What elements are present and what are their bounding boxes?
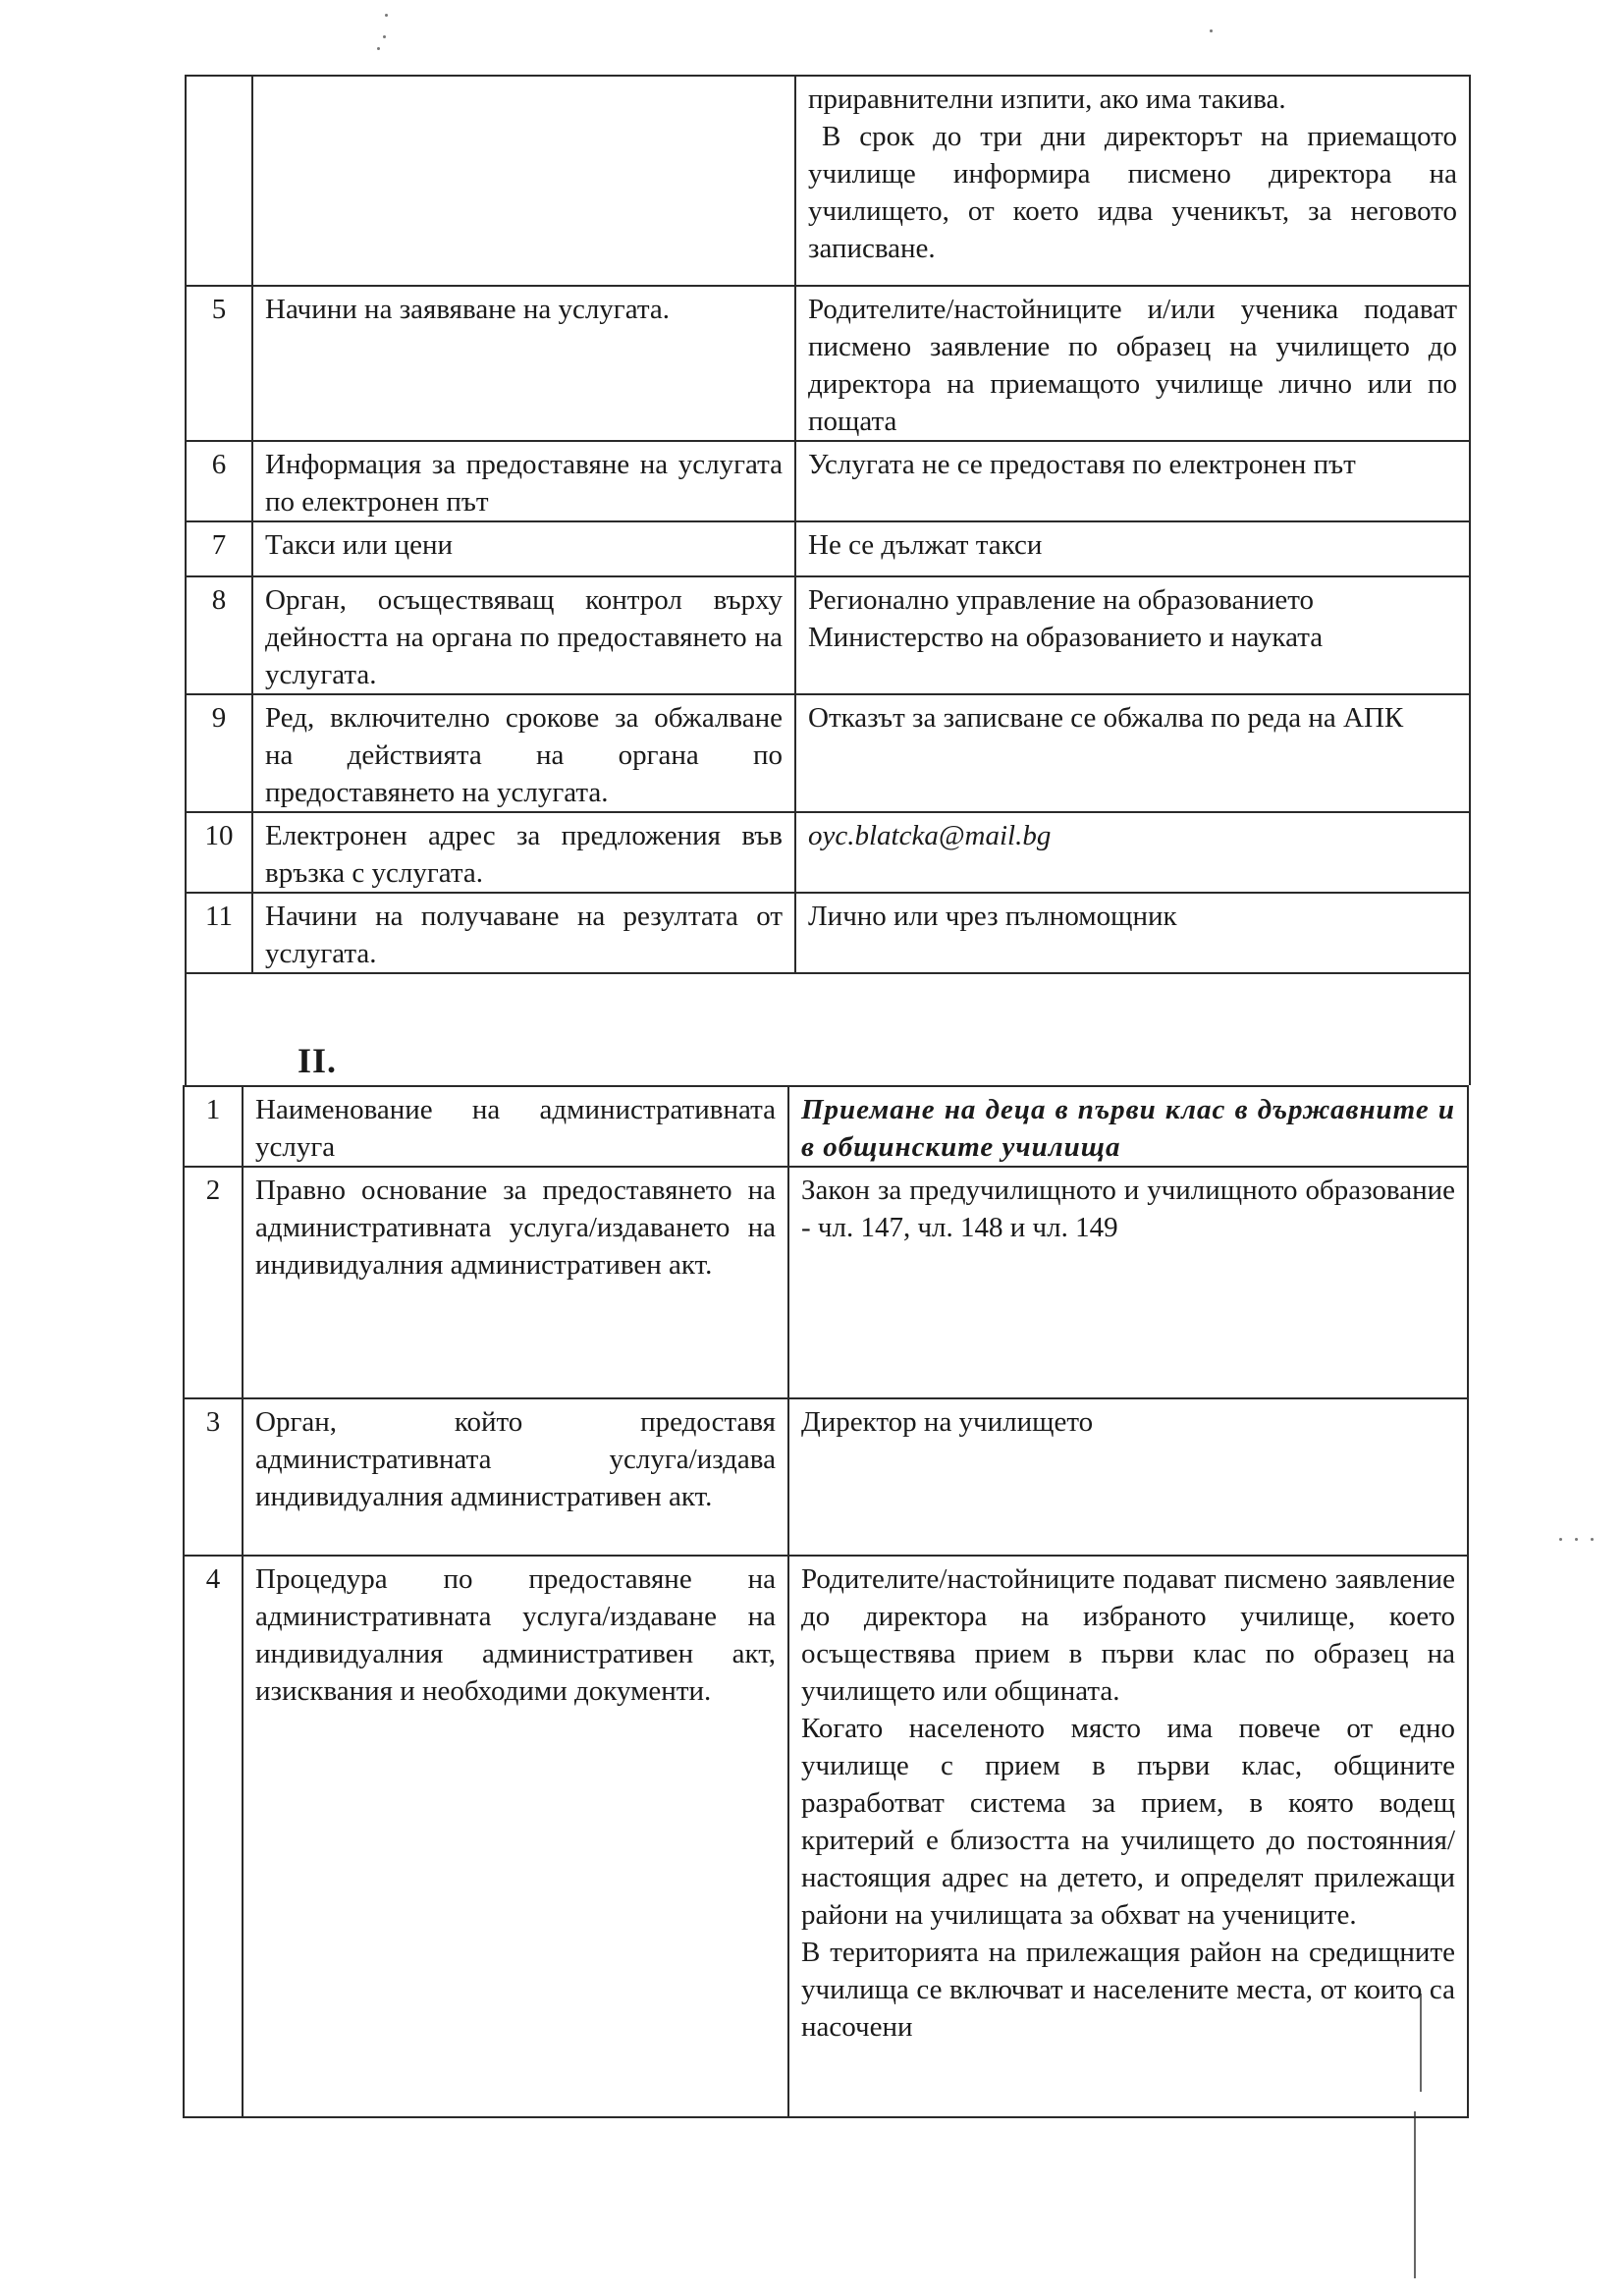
row-label: Начини на заявяване на услугата.: [252, 286, 795, 441]
services-table-top: [185, 75, 1471, 974]
row-value: [795, 576, 1470, 694]
service-name: Приемане на деца в първи клас в държавните и в общинските училища: [788, 1086, 1468, 1167]
scan-artifact: [1210, 29, 1213, 32]
scan-artifact: [1414, 2111, 1416, 2278]
value-line: Регионално управление на образованието: [808, 584, 1315, 616]
row-value: Услугата не се предоставя по електронен път: [795, 441, 1470, 521]
table-row: [186, 76, 1470, 286]
row-value: Отказът за записване се обжалва по реда на АПК: [795, 694, 1470, 812]
row-value: Родителите/настойниците и/или ученика подават писмено заявление по образец на училището до директора на приемащото училище лично или по пощата: [795, 286, 1470, 441]
row-label: Начини на получаване на резултата от услугата.: [252, 893, 795, 973]
row-label: Ред, включително срокове за обжалване на действията на органа по предоставянето на услугата.: [252, 694, 795, 812]
row-label: Орган, осъществяващ контрол върху дейността на органа по предоставянето на услугата.: [252, 576, 795, 694]
table-row: [186, 576, 1470, 694]
table-row: [184, 1398, 1468, 1556]
table-row: [186, 694, 1470, 812]
value-paragraph: В територията на прилежащия район на средищните училища се включват и населените места, от които са насочени: [801, 1937, 1455, 2043]
row-label: Информация за предоставяне на услугата по електронен път: [252, 441, 795, 521]
value-paragraph: Родителите/настойниците подават писмено заявление до директора на избраното училище, което осъществява прием в първи клас по образец на училището или общината.: [801, 1563, 1455, 1707]
value-cell: [795, 76, 1470, 286]
row-number: 4: [184, 1556, 243, 2117]
scan-artifact: [377, 47, 380, 50]
value-text: В срок до три дни директорът на приемащото училище информира писмено директора на училището, от което идва ученикът, за неговото записване.: [808, 121, 1457, 264]
email-link[interactable]: oyc.blatcka@mail.bg: [795, 812, 1470, 893]
row-label: Наименование на административната услуга: [243, 1086, 788, 1167]
row-number: 8: [186, 576, 252, 694]
scan-artifact: [1559, 1538, 1562, 1541]
row-number: 11: [186, 893, 252, 973]
row-number: 5: [186, 286, 252, 441]
table-row: [186, 812, 1470, 893]
row-value: Закон за предучилищното и училищното образование - чл. 147, чл. 148 и чл. 149: [788, 1167, 1468, 1398]
row-label: Процедура по предоставяне на административната услуга/издаване на индивидуалния административен акт, изисквания и необходими документи.: [243, 1556, 788, 2117]
table-row: [186, 521, 1470, 576]
section-spacer: [185, 972, 1471, 1085]
row-value: Лично или чрез пълномощник: [795, 893, 1470, 973]
table-row: [186, 441, 1470, 521]
scan-artifact: [1575, 1538, 1578, 1541]
section-heading: II.: [298, 1041, 338, 1080]
row-number: 7: [186, 521, 252, 576]
row-value: Директор на училището: [788, 1398, 1468, 1556]
table-row: [184, 1167, 1468, 1398]
label-cell: [252, 76, 795, 286]
scan-artifact: [1591, 1538, 1594, 1541]
row-number: 9: [186, 694, 252, 812]
row-number: 2: [184, 1167, 243, 1398]
scan-artifact: [385, 14, 388, 17]
scan-artifact: [383, 35, 386, 38]
row-number: 3: [184, 1398, 243, 1556]
services-table-bottom: [183, 1085, 1469, 2118]
table-row: [186, 286, 1470, 441]
row-label: Правно основание за предоставянето на административната услуга/издаването на индивидуалния административен акт.: [243, 1167, 788, 1398]
value-line: Министерство на образованието и науката: [808, 622, 1324, 653]
row-number: 6: [186, 441, 252, 521]
value-text: приравнителни изпити, ако има такива.: [808, 83, 1286, 115]
row-label: Електронен адрес за предложения във връзка с услугата.: [252, 812, 795, 893]
value-paragraph: Когато населеното място има повече от едно училище с прием в първи клас, общините разработват система за прием, в която водещ критерий е близостта на училището до постоянния/настоящия адрес на детето, и определят прилежащи райони на училищата за обхват на учениците.: [801, 1713, 1455, 1931]
row-label: Орган, който предоставя административната услуга/издава индивидуалния административен акт.: [243, 1398, 788, 1556]
table-row: [184, 1086, 1468, 1167]
row-number-cell: [186, 76, 252, 286]
table-row: [186, 893, 1470, 973]
row-value: Не се дължат такси: [795, 521, 1470, 576]
row-label: Такси или цени: [252, 521, 795, 576]
table-row: [184, 1556, 1468, 2117]
row-value: [788, 1556, 1468, 2117]
row-number: 10: [186, 812, 252, 893]
row-number: 1: [184, 1086, 243, 1167]
